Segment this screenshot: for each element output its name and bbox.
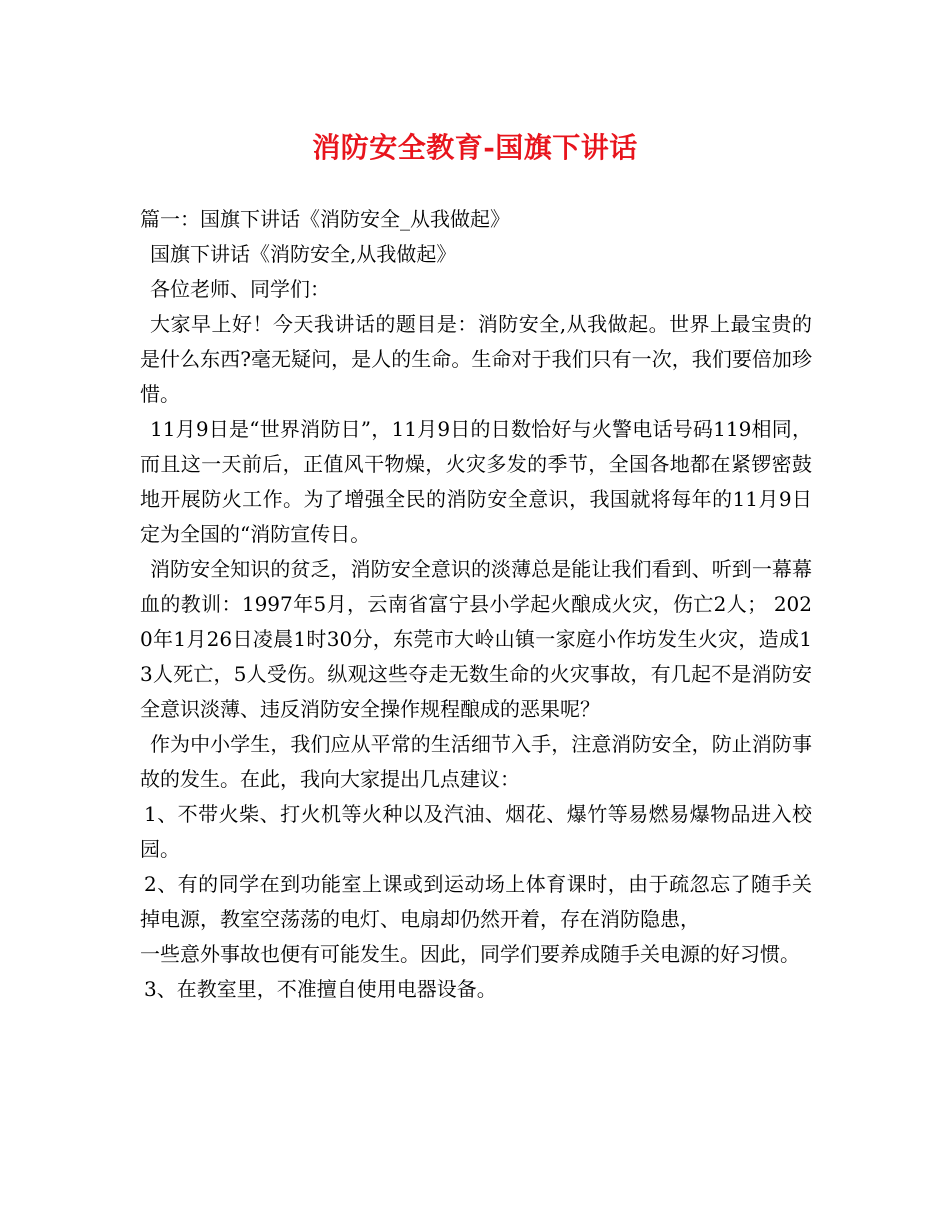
suggestion-item: 1、不带火柴、打火机等火种以及汽油、烟花、爆竹等易燃易爆物品进入校园。	[140, 802, 812, 861]
suggestion-item: 2、有的同学在到功能室上课或到运动场上体育课时，由于疏忽忘了随手关掉电源，教室空荡荡的电灯、电扇却仍然开着，存在消防隐患，	[140, 872, 812, 931]
document-title: 消防安全教育-国旗下讲话	[312, 131, 638, 164]
suggestion-item: 3、在教室里，不准擅自使用电器设备。	[144, 977, 497, 1001]
body-paragraph: 消防安全知识的贫乏，消防安全意识的淡薄总是能让我们看到、听到一幕幕血的教训：1997年5月，云南省富宁县小学起火酿成火灾，伤亡2人； 2020年1月26日凌晨1时30分，东莞市大岭山镇一家庭小作坊发生火灾，造成13人死亡，5人受伤。纵观这些夺走无数生命的火灾事故，有几起不是消防安全意识淡薄、违反消防安全操作规程酿成的恶果呢？	[140, 557, 812, 721]
body-paragraph: 11月9日是“世界消防日”，11月9日的日数恰好与火警电话号码119相同，而且这一天前后，正值风干物燥，火灾多发的季节，全国各地都在紧锣密鼓地开展防火工作。为了增强全民的消防安全意识，我国就将每年的11月9日定为全国的“消防宣传日。	[140, 417, 812, 546]
body-paragraph: 作为中小学生，我们应从平常的生活细节入手，注意消防安全，防止消防事故的发生。在此，我向大家提出几点建议：	[140, 732, 812, 791]
section-heading: 篇一：国旗下讲话《消防安全_从我做起》	[140, 207, 510, 231]
salutation: 各位老师、同学们：	[150, 277, 330, 301]
body-paragraph: 大家早上好！今天我讲话的题目是：消防安全,从我做起。世界上最宝贵的是什么东西?毫无疑问，是人的生命。生命对于我们只有一次，我们要倍加珍惜。	[140, 312, 812, 406]
speech-title: 国旗下讲话《消防安全,从我做起》	[150, 242, 457, 266]
document-body	[140, 202, 812, 1007]
body-paragraph: 一些意外事故也便有可能发生。因此，同学们要养成随手关电源的好习惯。	[140, 942, 800, 966]
